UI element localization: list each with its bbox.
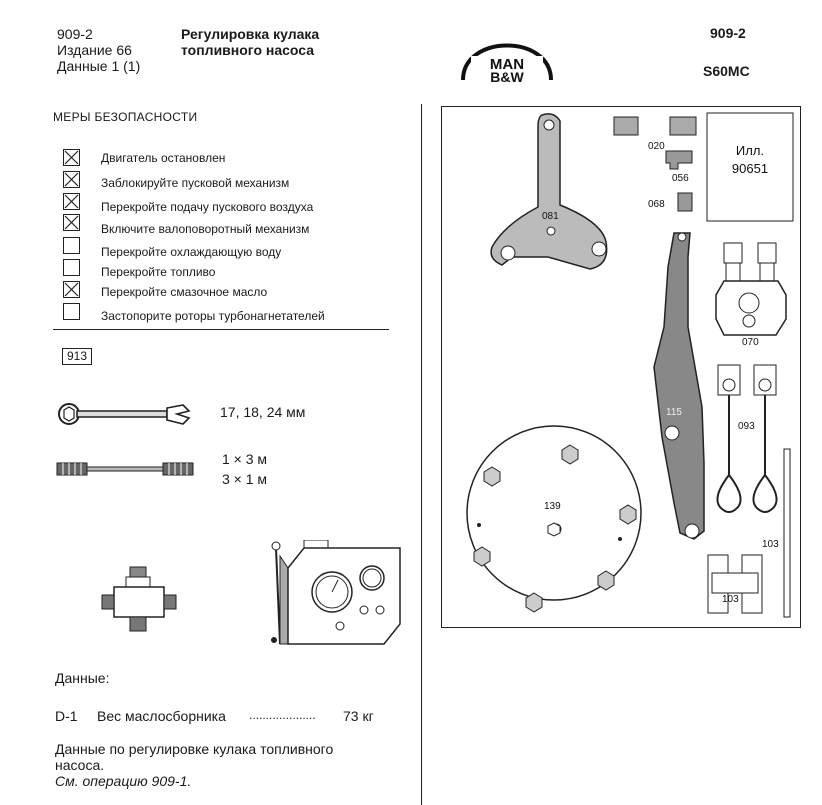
part-label-020: 020 [648, 141, 665, 152]
illustration-ref-number: 90651 [731, 161, 769, 176]
part-label-081: 081 [542, 211, 559, 222]
checkbox-engine-stopped [63, 149, 80, 166]
data-row-leader: .................... [249, 708, 316, 722]
distributor-block-icon [100, 565, 180, 635]
safety-item-label: Включите валоповоротный механизм [101, 222, 310, 236]
man-bw-logo [455, 28, 559, 88]
part-label-056: 056 [672, 173, 689, 184]
checkbox-starting-air [63, 193, 80, 210]
part-label-115: 115 [666, 407, 682, 418]
page-title-line2: топливного насоса [181, 42, 315, 58]
tool-number-badge: 913 [62, 348, 92, 365]
wrench-sizes: 17, 18, 24 мм [220, 404, 306, 420]
safety-item-label: Перекройте смазочное масло [101, 285, 268, 299]
part-label-068: 068 [648, 199, 665, 210]
data-row-code: D-1 [55, 708, 78, 724]
engine-model: S60MC [703, 63, 750, 79]
doc-number-left: 909-2 [57, 26, 93, 42]
part-label-093: 093 [738, 421, 755, 432]
part-label-103-clamp: 103 [722, 594, 739, 605]
part-label-103-rod: 103 [762, 539, 779, 550]
checkbox-cooling-water [63, 237, 80, 254]
data-note-line2: насоса. [55, 757, 105, 773]
checkbox-lube-oil [63, 281, 80, 298]
parts-diagram [442, 107, 799, 626]
data-note-line1: Данные по регулировке кулака топливного [55, 741, 334, 757]
checkbox-turbochargers [63, 303, 80, 320]
safety-item-label: Заблокируйте пусковой механизм [101, 176, 290, 190]
checkbox-fuel [63, 259, 80, 276]
data-row-value: 73 кг [343, 708, 374, 724]
logo-text-bottom: B&W [490, 69, 524, 85]
pressure-gauge-unit-icon [268, 540, 408, 650]
hose-quantity-1: 1 × 3 м [222, 451, 268, 467]
data-reference: Данные 1 (1) [57, 58, 141, 74]
hose-icon [55, 457, 195, 481]
safety-item-label: Перекройте подачу пускового воздуха [101, 200, 314, 214]
safety-item-label: Застопорите роторы турбонагнетателей [101, 309, 325, 323]
part-label-139: 139 [544, 501, 561, 512]
checkbox-start-lock [63, 171, 80, 188]
data-row-label: Вес маслосборника [97, 708, 226, 724]
safety-item-label: Перекройте топливо [101, 265, 216, 279]
part-label-070: 070 [742, 337, 759, 348]
safety-item-label: Двигатель остановлен [101, 151, 226, 165]
page-title-line1: Регулировка кулака [181, 26, 320, 42]
data-note-reference: См. операцию 909-1. [55, 773, 192, 789]
safety-title: МЕРЫ БЕЗОПАСНОСТИ [53, 110, 198, 124]
column-divider [421, 104, 422, 805]
hose-quantity-2: 3 × 1 м [222, 471, 268, 487]
checkbox-turning-gear [63, 214, 80, 231]
illustration-ref-label: Илл. [735, 143, 765, 158]
data-heading: Данные: [55, 670, 110, 686]
parts-illustration [441, 106, 801, 628]
wrench-icon [55, 400, 195, 430]
section-divider [53, 329, 389, 330]
logo-text-top: MAN [489, 56, 525, 73]
doc-number-right: 909-2 [710, 25, 746, 41]
safety-item-label: Перекройте охлаждающую воду [101, 245, 282, 259]
edition-label: Издание 66 [57, 42, 132, 58]
